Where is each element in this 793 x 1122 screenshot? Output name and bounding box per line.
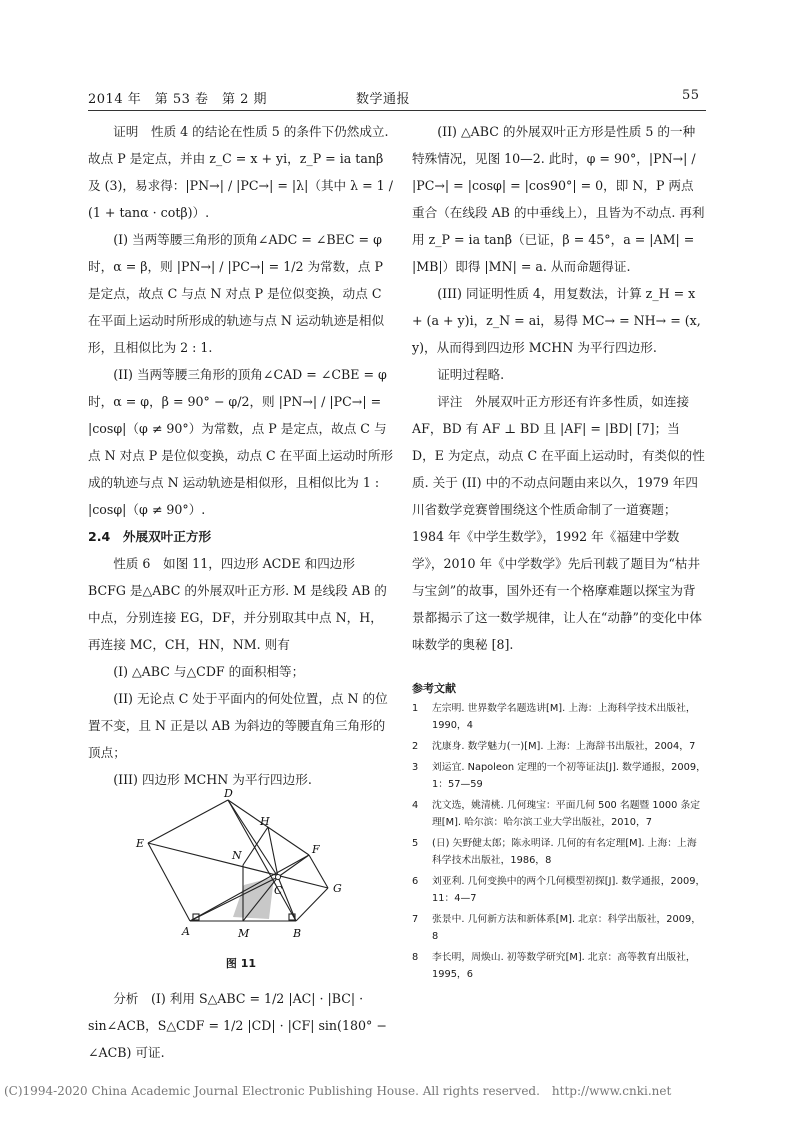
label-G: G [333, 882, 342, 895]
reference-number: 6 [412, 876, 419, 887]
reference-number: 8 [412, 952, 419, 963]
part-two-paragraph: (II) △ABC 的外展双叶正方形是性质 5 的一种特殊情况，见图 10—2. 此时，φ = 90°，|PN→| / |PC→| = |cosφ| = |cos90°| = 0，即 N，P 两点重合（在线段 AB 的中垂线上），且皆为不动点. 再利用 z_P = ia tanβ（已证，β = 45°，a = |AM| = |MB|）即得 |MN| = a. 从而命题得证. [412, 124, 705, 274]
label-N: N [232, 849, 242, 862]
reference-number: 7 [412, 914, 419, 925]
journal-issue: 2014 年 第 53 卷 第 2 期 [88, 92, 268, 107]
claim-one: (I) △ABC 与△CDF 的面积相等； [113, 664, 305, 679]
proof-omitted: 证明过程略. [437, 367, 505, 382]
geometry-diagram [88, 787, 394, 947]
claim-three: (III) 四边形 MCHN 为平行四边形. [113, 772, 312, 787]
label-F: F [312, 843, 320, 856]
label-B: B [293, 927, 302, 940]
label-E: E [136, 837, 145, 850]
reference-text: 沈文选，姚清桃. 几何瑰宝：平面几何 500 名题暨 1000 条定理[M]. 哈尔滨：哈尔滨工业大学出版社，2010，7 [432, 800, 701, 828]
segment-FC [278, 855, 309, 877]
proof-paragraph: 证明 性质 4 的结论在性质 5 的条件下仍然成立. 故点 P 是定点，并由 z_C = x + yi，z_P = ia tanβ 及 (3)，易求得：|PN→| / |PC→| = |λ|（其中 λ = 1 / (1 + tanα · cotβ)）. [88, 124, 393, 220]
reference-text: 刘运宜. Napoleon 定理的一个初等证法[J]. 数学通报，2009，1：57—59 [432, 762, 706, 790]
reference-item [412, 759, 706, 793]
case-two-paragraph: (II) 当两等腰三角形的顶角∠CAD = ∠CBE = φ 时，α = φ，β = 90° − φ/2，则 |PN→| / |PC→| = |cosφ|（φ ≠ 90°）为常数，点 P 是定点，故点 C 与点 N 对点 P 是位似变换，动点 C 在平面上运动时所形成的轨迹与点 N 运动轨迹是相似形，且相似比为 1 : |cosφ|（φ ≠ 90°）. [88, 367, 394, 517]
page-number: 55 [682, 88, 700, 103]
reference-number: 5 [412, 838, 419, 849]
references-heading: 参考文献 [412, 682, 456, 695]
claim-two: (II) 无论点 C 处于平面内的何处位置，点 N 的位置不变，且 N 正是以 AB 为斜边的等腰直角三角形的顶点； [88, 691, 388, 760]
header-rule [88, 110, 706, 111]
label-C: C [274, 884, 283, 897]
reference-text: (日) 矢野健太郎；陈永明译. 几何的有名定理[M]. 上海：上海科学技术出版社，1986，8 [432, 838, 697, 866]
reference-list [412, 700, 706, 983]
reference-number: 1 [412, 703, 419, 714]
segment-BG [296, 888, 328, 921]
right-column [412, 118, 706, 987]
analysis-paragraph: 分析 (I) 利用 S△ABC = 1/2 |AC| · |BC| · sin∠ACB，S△CDF = 1/2 |CD| · |CF| sin(180° − ∠ACB) 可证. [88, 991, 387, 1060]
figure-11 [88, 787, 394, 947]
reference-item [412, 911, 706, 945]
copyright-footer: (C)1994-2020 China Academic Journal Electronic Publishing House. All rights reserved. http://www.cnki.net [4, 1084, 672, 1098]
label-D: D [224, 787, 233, 800]
segment-ED [148, 800, 228, 843]
reference-item [412, 700, 706, 734]
reference-item [412, 949, 706, 983]
reference-item [412, 835, 706, 869]
remark-paragraph: 评注 外展双叶正方形还有许多性质，如连接 AF，BD 有 AF ⊥ BD 且 |AF| = |BD| [7]；当 D，E 为定点，动点 C 在平面上运动时，有类似的性质. 关于 (II) 中的不动点问题由来以久，1979 年四川省数学竞赛曾围绕这个性质命制了一道赛题；1984 年《中学生数学》，1992 年《福建中学数学》，2010 年《中学数学》先后刊载了题目为“枯井与宝剑”的故事，国外还有一个格摩难题以探宝为背景都揭示了这一数学规律，让人在“动静”的变化中体味数学的奥秘 [8]. [412, 394, 705, 652]
point-C [276, 875, 281, 880]
reference-item [412, 797, 706, 831]
reference-number: 4 [412, 800, 419, 811]
reference-text: 沈康身. 数学魅力(一)[M]. 上海：上海辞书出版社，2004，7 [432, 741, 696, 752]
part-three-paragraph: (III) 同证明性质 4，用复数法，计算 z_H = x + (a + y)i，z_N = ai，易得 MC→ = NH→ = (x, y)，从而得到四边形 MCHN 为平行四边形. [412, 286, 701, 355]
reference-number: 2 [412, 741, 419, 752]
reference-text: 刘亚利. 几何变换中的两个几何模型初探[J]. 数学通报，2009，11：4—7 [432, 876, 706, 904]
reference-text: 张景中. 几何新方法和新体系[M]. 北京：科学出版社，2009，8 [432, 914, 702, 942]
reference-item [412, 738, 706, 755]
segment-GF [309, 855, 328, 888]
reference-item [412, 873, 706, 907]
label-H: H [260, 815, 270, 828]
property-six-paragraph: 性质 6 如图 11，四边形 ACDE 和四边形 BCFG 是△ABC 的外展双叶正方形. M 是线段 AB 的中点，分别连接 EG，DF，并分别取其中点 N，H，再连接 MC，CH，HN，NM. 则有 [88, 556, 387, 652]
figure-caption: 图 11 [225, 957, 257, 970]
left-column [88, 118, 394, 1066]
reference-number: 3 [412, 762, 419, 773]
shaded-region [233, 877, 274, 919]
reference-text: 李长明，周焕山. 初等数学研究[M]. 北京：高等教育出版社，1995，6 [432, 952, 696, 980]
label-A: A [182, 925, 190, 938]
case-one-paragraph: (I) 当两等腰三角形的顶角∠ADC = ∠BEC = φ 时，α = β，则 |PN→| / |PC→| = 1/2 为常数，点 P 是定点，故点 C 与点 N 对点 P 是位似变换，动点 C 在平面上运动时所形成的轨迹与点 N 运动轨迹是相似形，且相似比为 2 : 1. [88, 232, 385, 355]
reference-text: 左宗明. 世界数学名题选讲[M]. 上海：上海科学技术出版社，1990，4 [432, 703, 696, 731]
label-M: M [238, 927, 250, 940]
segment-AE [148, 843, 190, 921]
journal-name: 数学通报 [356, 92, 411, 107]
section-title: 2.4 外展双叶正方形 [88, 529, 212, 544]
